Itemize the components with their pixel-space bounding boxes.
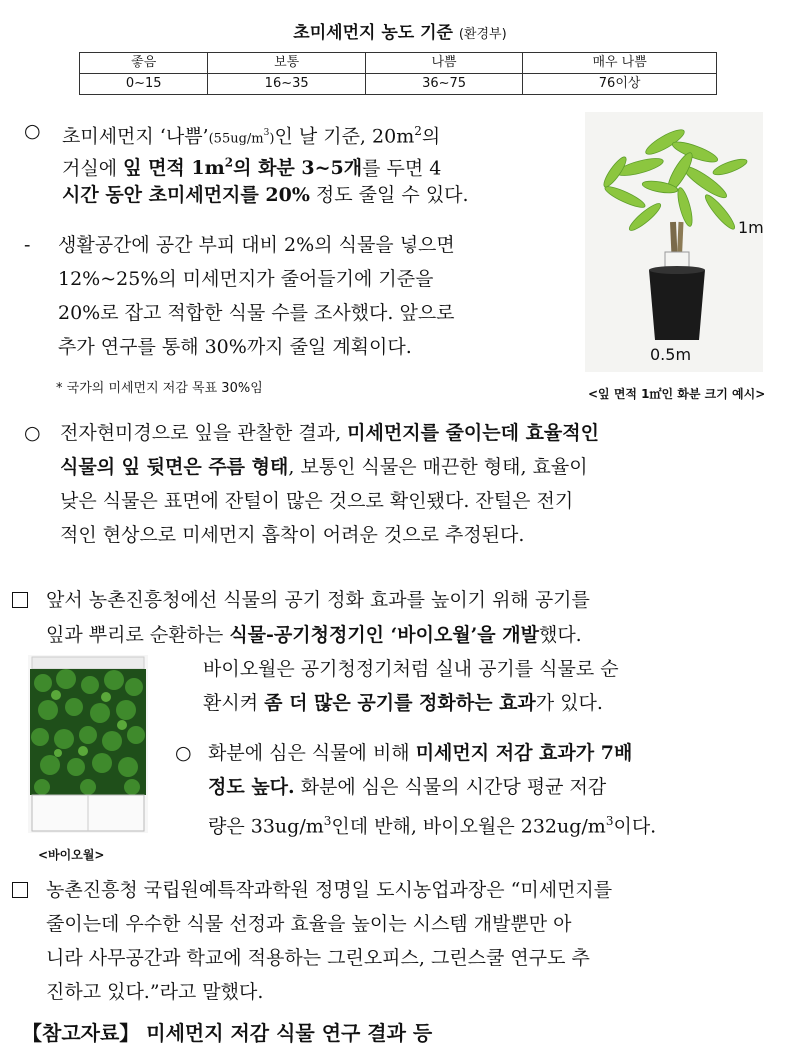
section2-line1: 전자현미경으로 잎을 관찰한 결과, 미세먼지를 줄이는데 효율적인	[60, 422, 599, 444]
section1-p2-line4: 추가 연구를 통해 30%까지 줄일 계획이다.	[58, 336, 412, 358]
height-label: 1m	[738, 218, 764, 237]
section3-sub-line1: 화분에 심은 식물에 비해 미세먼지 저감 효과가 7배	[208, 742, 633, 764]
table-row	[80, 74, 717, 95]
table-header-cell: 보통	[208, 53, 365, 74]
section3-sub-bullet: ○	[175, 742, 192, 764]
reference-heading: 【참고자료】 미세먼지 저감 식물 연구 결과 등	[22, 1021, 433, 1045]
section2-line2: 식물의 잎 뒷면은 주름 형태, 보통인 식물은 매끈한 형태, 효율이	[60, 456, 588, 478]
section4-line4: 진하고 있다.”라고 말했다.	[46, 981, 264, 1003]
plant-photo	[585, 112, 763, 372]
potted-plant-image	[585, 112, 763, 372]
section2-line3: 낮은 식물은 표면에 잔털이 많은 것으로 확인됐다. 잔털은 전기	[60, 490, 574, 512]
title-source: (환경부)	[458, 27, 507, 42]
section1-line1: 초미세먼지 ‘나쁨$’(55ug/m^3)$인 날 기준, $20m^2$의	[62, 124, 441, 148]
section4-line3: 니라 사무공간과 학교에 적용하는 그린오피스, 그린스쿨 연구도 추	[46, 947, 590, 969]
section1-p2-line2: 12%~25%의 미세먼지가 줄어들기에 기준을	[58, 268, 434, 290]
section1-bullet: ○	[24, 120, 41, 142]
width-label: 0.5m	[650, 345, 692, 364]
section1-line3: 시간 동안 초미세먼지를 20% 정도 줄일 수 있다.	[62, 184, 469, 206]
footnote: * 국가의 미세먼지 저감 목표 30%임	[56, 381, 263, 396]
section3-line1: 앞서 농촌진흥청에선 식물의 공기 정화 효과를 높이기 위해 공기를	[46, 589, 590, 611]
section4-line2: 줄이는데 우수한 식물 선정과 효율을 높이는 시스템 개발뿐만 아	[46, 913, 572, 935]
biowall-image	[28, 655, 148, 833]
section2-line4: 적인 현상으로 미세먼지 흡착이 어려운 것으로 추정된다.	[60, 524, 525, 546]
section3-line2: 잎과 뿌리로 순환하는 식물-공기청정기인 ‘바이오월’을 개발했다.	[46, 624, 582, 646]
section3-sub-line3: 량은 $33ug/m^3$인데 반해, 바이오월은 $232ug/m^3$이다.	[208, 814, 657, 838]
biowall-caption: <바이오월>	[38, 848, 105, 862]
table-cell: 36~75	[365, 74, 522, 95]
section4-checkbox	[12, 882, 28, 901]
pm-standard-table	[79, 52, 717, 95]
table-cell: 76이상	[523, 74, 717, 95]
table-header-row	[80, 53, 717, 74]
section3-checkbox	[12, 592, 28, 611]
section2-bullet: ○	[24, 422, 41, 444]
table-cell: 0~15	[80, 74, 208, 95]
table-header-cell: 좋음	[80, 53, 208, 74]
table-header-cell: 나쁨	[365, 53, 522, 74]
section1-p2-line1: 생활공간에 공간 부피 대비 2%의 식물을 넣으면	[58, 234, 455, 256]
table-cell: 16~35	[208, 74, 365, 95]
photo-caption: <잎 면적 1㎡인 화분 크기 예시>	[588, 387, 766, 401]
biowall-photo	[28, 655, 148, 833]
section3-sub-line2: 정도 높다. 화분에 심은 식물의 시간당 평균 저감	[208, 776, 607, 798]
section4-line1: 농촌진흥청 국립원예특작과학원 정명일 도시농업과장은 “미세먼지를	[46, 879, 613, 901]
section1-line2: 거실에 잎 면적 $1m^2$의 화분 3~5개를 두면 4	[62, 156, 442, 180]
section1-p2-line3: 20%로 잡고 적합한 식물 수를 조사했다. 앞으로	[58, 302, 455, 324]
section3-line3: 바이오월은 공기청정기처럼 실내 공기를 식물로 순	[203, 658, 619, 680]
section1-dash: -	[24, 234, 31, 256]
table-header-cell: 매우 나쁨	[523, 53, 717, 74]
section3-line4: 환시켜 좀 더 많은 공기를 정화하는 효과가 있다.	[203, 692, 603, 714]
title-text: 초미세먼지 농도 기준	[293, 23, 453, 43]
page-title	[0, 18, 800, 43]
